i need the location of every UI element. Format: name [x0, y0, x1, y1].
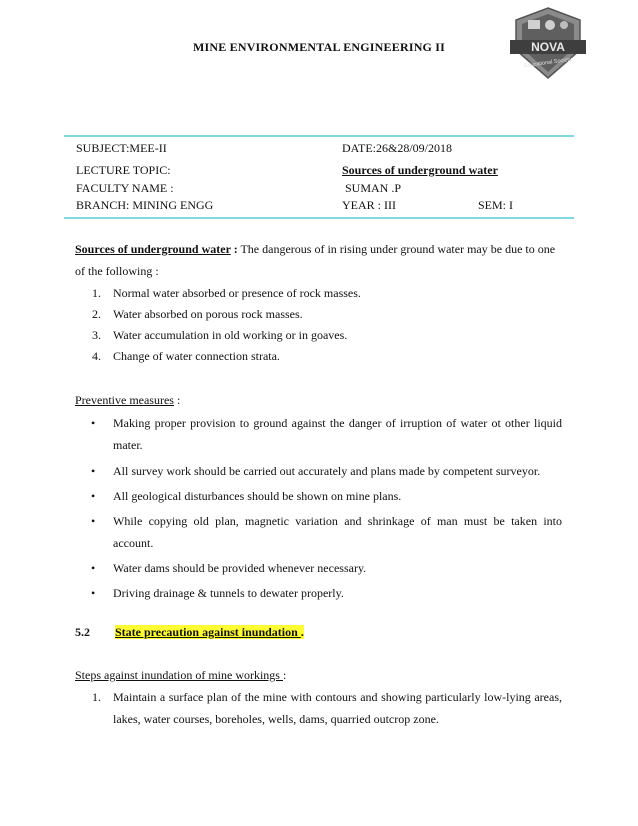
list-item-text: All geological disturbances should be shown on mine plans. [113, 489, 402, 503]
sources-paragraph [75, 238, 562, 282]
header-bottom-rule [64, 217, 574, 219]
bullet-icon: • [91, 416, 96, 430]
preventive-list [75, 412, 562, 604]
date-text: DATE:26&28/09/2018 [342, 141, 452, 155]
list-item-text: Maintain a surface plan of the mine with contours and showing particularly low-lying areas, lakes, water courses, boreholes, wells, dams, quarried outcrop zone. [113, 690, 562, 726]
sources-list [75, 283, 562, 367]
bullet-icon: • [91, 464, 96, 478]
list-number: 1. [92, 286, 101, 300]
sources-intro: The dangerous of in rising under ground water may be due to one of the following : [75, 242, 556, 278]
list-item-text: Change of water connection strata. [113, 349, 280, 363]
list-item [75, 557, 562, 579]
faculty-value: SUMAN .P [345, 181, 402, 195]
subject-text: SUBJECT:MEE-II [76, 141, 167, 155]
list-item [75, 304, 562, 325]
section-title: State precaution against inundation [115, 625, 301, 639]
sources-heading: Sources of underground water [75, 242, 231, 256]
list-item [75, 412, 562, 456]
list-item [75, 460, 562, 482]
sources-heading-colon: : [230, 242, 238, 256]
list-number: 4. [92, 349, 101, 363]
bullet-icon: • [91, 586, 96, 600]
branch-text: BRANCH: MINING ENGG [76, 198, 214, 212]
section-number: 5.2 [75, 625, 90, 639]
section-5-2-heading [75, 621, 562, 643]
list-item [75, 283, 562, 304]
logo-sub-text: Educational Society [523, 56, 573, 70]
lecture-topic-label: LECTURE TOPIC: [76, 163, 171, 177]
list-item-text: Water absorbed on porous rock masses. [113, 307, 303, 321]
list-item [75, 686, 562, 730]
bullet-icon: • [91, 514, 96, 528]
list-item-text: All survey work should be carried out accurately and plans made by competent surveyor. [113, 464, 541, 478]
list-item [75, 582, 562, 604]
steps-heading-line [75, 664, 562, 686]
header-top-rule [64, 135, 574, 137]
list-number: 2. [92, 307, 101, 321]
list-item-text: Driving drainage & tunnels to dewater properly. [113, 586, 344, 600]
list-item [75, 485, 562, 507]
list-number: 1. [92, 690, 101, 704]
lecture-topic-value: Sources of underground water [342, 163, 498, 177]
list-item-text: Normal water absorbed or presence of rock masses. [113, 286, 361, 300]
list-number: 3. [92, 328, 101, 342]
list-item-text: Water dams should be provided whenever necessary. [113, 561, 367, 575]
bullet-icon: • [91, 561, 96, 575]
preventive-heading-colon: : [173, 393, 181, 407]
steps-heading-colon: : [282, 668, 287, 682]
list-item [75, 346, 562, 367]
sem-text: SEM: I [478, 198, 514, 212]
steps-heading: Steps against inundation of mine workings [75, 668, 283, 682]
preventive-heading-line [75, 389, 562, 411]
logo-main-text: NOVA [531, 40, 565, 54]
section-title-period: . [300, 625, 304, 639]
page-title: MINE ENVIRONMENTAL ENGINEERING II [192, 40, 446, 54]
preventive-heading: Preventive measures [75, 393, 174, 407]
list-item [75, 325, 562, 346]
list-item-text: Water accumulation in old working or in goaves. [113, 328, 348, 342]
list-item-text: Making proper provision to ground against the danger of irruption of water ot other liquid mater. [113, 416, 562, 452]
steps-list [75, 686, 562, 730]
year-text: YEAR : III [342, 198, 396, 212]
list-item [75, 510, 562, 554]
faculty-label: FACULTY NAME : [76, 181, 174, 195]
nova-logo [506, 6, 590, 82]
list-item-text: While copying old plan, magnetic variation and shrinkage of man must be taken into account. [113, 514, 562, 550]
bullet-icon: • [91, 489, 96, 503]
